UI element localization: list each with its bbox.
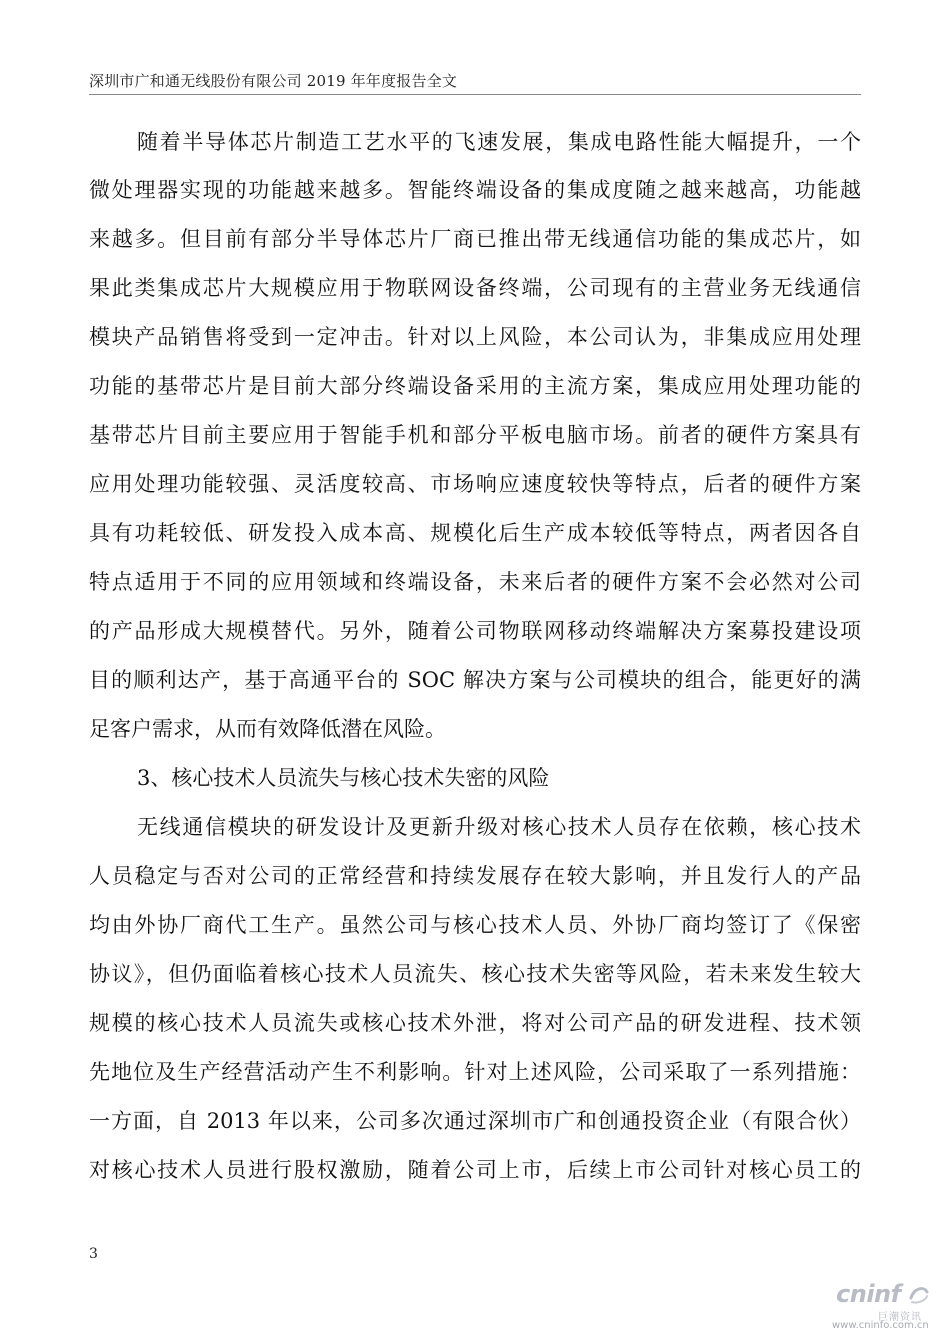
paragraph-line: 先地位及生产经营活动产生不利影响。针对上述风险，公司采取了一系列措施： xyxy=(89,1060,861,1084)
paragraph-line: 规模的核心技术人员流失或核心技术外泄，将对公司产品的研发进程、技术领 xyxy=(89,1011,861,1035)
paragraph-line: 对核心技术人员进行股权激励，随着公司上市，后续上市公司针对核心员工的 xyxy=(89,1158,861,1182)
paragraph-line: 特点适用于不同的应用领域和终端设备，未来后者的硬件方案不会必然对公司 xyxy=(89,570,861,594)
paragraph-line: 模块产品销售将受到一定冲击。针对以上风险，本公司认为，非集成应用处理 xyxy=(89,325,861,349)
paragraph-line: 均由外协厂商代工生产。虽然公司与核心技术人员、外协厂商均签订了《保密 xyxy=(89,913,861,937)
paragraph-line: 基带芯片目前主要应用于智能手机和部分平板电脑市场。前者的硬件方案具有 xyxy=(89,423,861,447)
paragraph-line: 应用处理功能较强、灵活度较高、市场响应速度较快等特点，后者的硬件方案 xyxy=(89,472,861,496)
paragraph-line: 人员稳定与否对公司的正常经营和持续发展存在较大影响，并且发行人的产品 xyxy=(89,864,861,888)
watermark-url: www.cninfo.com.cn xyxy=(832,1320,929,1331)
paragraph-line: 来越多。但目前有部分半导体芯片厂商已推出带无线通信功能的集成芯片，如 xyxy=(89,227,861,251)
watermark-logo: cninf xyxy=(836,1280,901,1308)
paragraph-line: 无线通信模块的研发设计及更新升级对核心技术人员存在依赖，核心技术 xyxy=(137,815,861,839)
page-number: 3 xyxy=(89,1246,98,1262)
paragraph-line: 足客户需求，从而有效降低潜在风险。 xyxy=(89,717,446,741)
watermark-swirl-icon xyxy=(908,1284,930,1306)
section-heading: 3、核心技术人员流失与核心技术失密的风险 xyxy=(137,766,550,790)
paragraph-line: 的产品形成大规模替代。另外，随着公司物联网移动终端解决方案募投建设项 xyxy=(89,619,861,643)
page-header: 深圳市广和通无线股份有限公司 2019 年年度报告全文 xyxy=(89,72,458,90)
paragraph-line: 目的顺利达产，基于高通平台的 SOC 解决方案与公司模块的组合，能更好的满 xyxy=(89,668,861,692)
paragraph-line: 协议》，但仍面临着核心技术人员流失、核心技术失密等风险，若未来发生较大 xyxy=(89,962,861,986)
paragraph-line: 微处理器实现的功能越来越多。智能终端设备的集成度随之越来越高，功能越 xyxy=(89,178,861,202)
paragraph-line: 一方面，自 2013 年以来，公司多次通过深圳市广和创通投资企业（有限合伙） xyxy=(89,1109,861,1133)
cninfo-watermark xyxy=(826,1278,936,1334)
watermark-brand: 巨潮资讯 xyxy=(878,1312,922,1323)
header-divider xyxy=(89,94,861,95)
paragraph-line: 功能的基带芯片是目前大部分终端设备采用的主流方案，集成应用处理功能的 xyxy=(89,374,861,398)
paragraph-line: 果此类集成芯片大规模应用于物联网设备终端，公司现有的主营业务无线通信 xyxy=(89,276,861,300)
paragraph-line: 具有功耗较低、研发投入成本高、规模化后生产成本较低等特点，两者因各自 xyxy=(89,521,861,545)
paragraph-line: 随着半导体芯片制造工艺水平的飞速发展，集成电路性能大幅提升，一个 xyxy=(137,130,861,154)
